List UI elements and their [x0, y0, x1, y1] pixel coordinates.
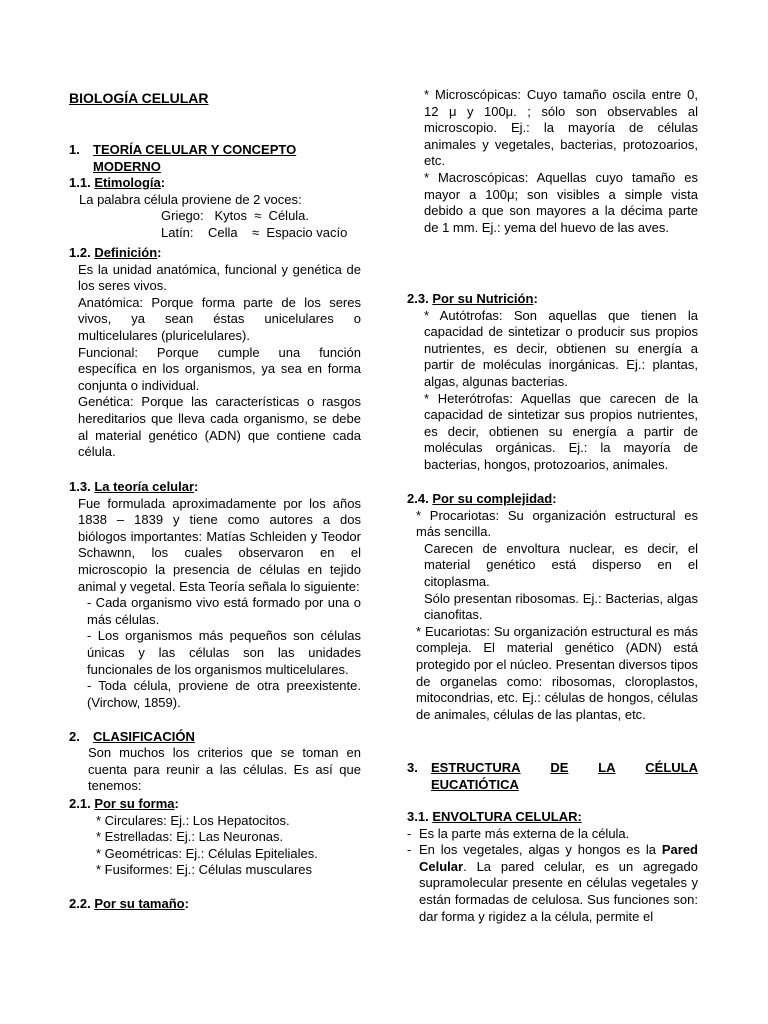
section-1-3-heading	[69, 479, 361, 496]
section-2-2-heading	[69, 896, 189, 913]
section-3-number: 3.	[407, 760, 418, 775]
section-2-number: 2.	[69, 729, 80, 744]
section-2-2-label: Por su tamaño	[94, 896, 185, 911]
section-1-2-heading	[69, 245, 361, 262]
section-3-1-heading	[407, 809, 698, 826]
section-1-1-heading	[69, 175, 361, 192]
definition-genetic: Genética: Porque las características o rasgos hereditarios que lleva cada organismo, se debe al material genético (ADN) que contiene cada célula.	[78, 394, 361, 460]
section-2-1-colon: :	[174, 796, 179, 811]
section-3-word: EUCATIÓTICA	[431, 776, 519, 792]
list-item: * Estrelladas: Ej.: Las Neuronas.	[96, 829, 284, 845]
list-item: - Los organismos más pequeños son células únicas y las células son las unidades funcionales de los organismos multicelulares.	[87, 628, 361, 677]
section-2-heading	[69, 729, 195, 746]
section-3-word: DE	[550, 760, 569, 775]
section-2-4-colon: :	[552, 491, 557, 506]
section-2-3-colon: :	[533, 291, 538, 306]
section-3-word: LA	[598, 760, 616, 775]
definition-anatomical: Anatómica: Porque forma parte de los seres vivos, ya sean éstas unicelulares o multicelulares (pluricelulares).	[78, 294, 361, 343]
section-1-3-label: La teoría celular	[94, 479, 195, 494]
list-item: * Microscópicas: Cuyo tamaño oscila entre 0, 12 μ y 100μ. ; sólo son observables al microscopio. Ej.: la mayoría de células animales y vegetales, bacterias, protozoarios, etc.	[424, 87, 698, 169]
etymology-latin: Latín: Cella ≈ Espacio vacío	[161, 224, 348, 240]
section-1-3-number: 1.3.	[69, 479, 91, 494]
classification-intro: Son muchos los criterios que se toman en cuenta para reunir a las células. Es así que tenemos:	[88, 745, 361, 794]
section-3-1-number: 3.1.	[407, 809, 429, 824]
definition-paragraph: Es la unidad anatómica, funcional y genética de los seres vivos.	[78, 261, 361, 294]
section-2-1-label: Por su forma	[94, 796, 175, 811]
envelope-text: En los vegetales, algas y hongos es la	[419, 842, 656, 858]
definition-functional: Funcional: Porque cumple una función específica en los organismos, ya sea en forma conjunta o individual.	[78, 344, 361, 393]
section-2-3	[407, 291, 698, 474]
prokaryote-detail: Sólo presentan ribosomas. Ej.: Bacterias, algas cianofitas.	[424, 590, 698, 623]
section-1-title: TEORÍA CELULAR Y CONCEPTO MODERNO	[93, 142, 297, 174]
section-1-heading	[69, 142, 361, 175]
section-2-2-number: 2.2.	[69, 896, 91, 911]
section-1-2-number: 1.2.	[69, 245, 91, 260]
section-3-word: CÉLULA	[645, 760, 698, 775]
section-2-2-colon: :	[184, 896, 189, 911]
list-item: * Heterótrofas: Aquellas que carecen de la capacidad de sintetizar sus propios nutrientes, es decir, obtienen su energía a partir de moléculas orgánicas. Ej.: la mayoría de bacterias, hongos, protozoarios, animales.	[424, 390, 698, 472]
section-2-3-label: Por su Nutrición	[432, 291, 534, 306]
list-item-text: Es la parte más externa de la célula.	[419, 825, 630, 841]
list-item: * Circulares: Ej.: Los Hepatocitos.	[96, 812, 290, 828]
list-item: - Cada organismo vivo está formado por una o más células.	[87, 595, 361, 627]
section-1-1-label: Etimología	[94, 175, 161, 190]
size-items	[424, 87, 698, 236]
section-3-word: ESTRUCTURA	[431, 760, 521, 775]
section-1-1-number: 1.1.	[69, 175, 91, 190]
envelope-term: Celular	[419, 858, 464, 874]
etymology-greek: Griego: Kytos ≈ Célula.	[161, 208, 310, 224]
section-1-number: 1.	[69, 142, 80, 157]
envelope-text: . La pared celular, es un agregado supramolecular presente en células vegetales y están formadas de celulosa. Sus funciones son: dar forma y rigidez a la célula, permite el	[419, 858, 698, 924]
section-3-heading	[407, 760, 698, 793]
section-2-4-label: Por su complejidad	[432, 491, 553, 506]
section-2-1-number: 2.1.	[69, 796, 91, 811]
list-item: * Procariotas: Su organización estructural es más sencilla.	[416, 507, 698, 540]
section-2-3-number: 2.3.	[407, 291, 429, 306]
section-1-1	[69, 175, 361, 241]
section-1-3	[69, 479, 361, 711]
section-2-4-number: 2.4.	[407, 491, 429, 506]
list-item: - Es la parte más externa de la célula.	[407, 825, 630, 841]
section-1-2-label: Definición	[94, 245, 158, 260]
section-2-3-heading	[407, 291, 698, 308]
section-1-2	[69, 245, 361, 461]
section-2-title: CLASIFICACIÓN	[93, 729, 195, 744]
document-title: BIOLOGÍA CELULAR	[69, 90, 209, 106]
cell-theory-paragraph: Fue formulada aproximadamente por los años 1838 – 1839 y tiene como autores a dos biólogos importantes: Matías Schleiden y Teodor Schawnn, los cuales observaron en el microscopio la presencia de células en tejido animal y vegetal. Esta Teoría señala lo siguiente:	[78, 495, 361, 594]
section-2-1	[69, 796, 361, 879]
section-2-4-heading	[407, 491, 698, 508]
list-item: * Fusiformes: Ej.: Células musculares	[96, 862, 313, 878]
list-item: - Toda célula, proviene de otra preexistente. (Virchow, 1859).	[87, 678, 361, 710]
envelope-term: Pared	[661, 842, 698, 858]
list-item-text	[419, 842, 698, 925]
section-2-1-heading	[69, 796, 361, 813]
section-1-1-colon: :	[160, 175, 166, 190]
etymology-intro: La palabra célula proviene de 2 voces:	[79, 191, 302, 207]
list-item: * Autótrofas: Son aquellas que tienen la capacidad de sintetizar o producir sus propios nutrientes, es decir, obtienen su energía a partir de moléculas inorgánicas. Ej.: plantas, algas, algunas bacterias.	[424, 307, 698, 389]
list-item: * Eucariotas: Su organización estructural es más compleja. El material genético (ADN) está protegido por el núcleo. Presentan diversos tipos de organelas como: ribosomas, cloroplastos, mitocondrias, etc. Ej.: células de hongos, células de animales, células de las plantas, etc.	[416, 623, 698, 722]
section-2-4	[407, 491, 698, 723]
section-3-1-label: ENVOLTURA CELULAR:	[432, 809, 582, 824]
section-1-2-colon: :	[157, 245, 162, 260]
prokaryote-detail: Carecen de envoltura nuclear, es decir, el material genético está disperso en el citoplasma.	[424, 540, 698, 589]
section-3-1	[407, 809, 698, 925]
list-item: * Geométricas: Ej.: Células Epiteliales.	[96, 845, 318, 861]
section-1-3-colon: :	[194, 479, 199, 494]
list-item: * Macroscópicas: Aquellas cuyo tamaño es mayor a 100μ; son visibles a simple vista debido a que son mayores a la décima parte de 1 mm. Ej.: yema del huevo de las aves.	[424, 169, 698, 235]
list-item: - En los vegetales, algas y hongos es la Pared Celular. La pared celular, es un agregado supramolecular presente en células vegetales y están formadas de celulosa. Sus funciones son: dar forma y rigidez a la célula, permite el	[407, 842, 698, 924]
